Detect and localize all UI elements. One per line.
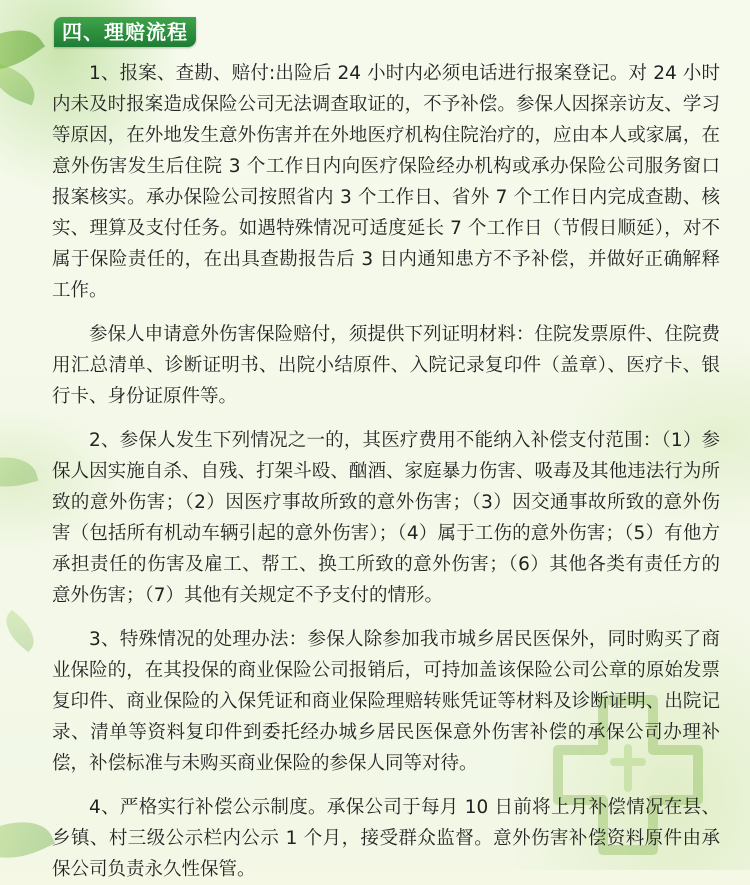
- paragraph-report-claim: 1、报案、查勘、赔付:出险后 24 小时内必须电话进行报案登记。对 24 小时内未及时报案造成保险公司无法调查取证的，不予补偿。参保人因探亲访友、学习等原因，在外地发生意外伤害并在外地医疗机构住院治疗的，应由本人或家属，在意外伤害发生后住院 3 个工作日内向医疗保险经办机构或承办保险公司服务窗口报案核实。承办保险公司按照省内 3 个工作日、省外 7 个工作日内完成查勘、核实、理算及支付任务。如遇特殊情况可适度延长 7 个工作日（节假日顺延），对不属于保险责任的，在出具查勘报告后 3 日内通知患方不予补偿，并做好正确解释工作。: [52, 63, 720, 301]
- section-header: 四、理赔流程: [54, 17, 196, 47]
- section-body: [52, 58, 720, 885]
- paragraph-public-notice: 4、严格实行补偿公示制度。承保公司于每月 10 日前将上月补偿情况在县、乡镇、村三级公示栏内公示 1 个月，接受群众监督。意外伤害补偿资料原件由承保公司负责永久性保管。: [52, 797, 720, 880]
- leaf-icon: [0, 610, 42, 653]
- leaf-icon: [0, 63, 41, 106]
- paragraph-required-documents: 参保人申请意外伤害保险赔付，须提供下列证明材料：住院发票原件、住院费用汇总清单、诊断证明书、出院小结原件、入院记录复印件（盖章）、医疗卡、银行卡、身份证原件等。: [52, 324, 720, 407]
- leaf-icon: [0, 807, 55, 873]
- leaf-icon: [0, 448, 38, 496]
- paragraph-exclusions: 2、参保人发生下列情况之一的，其医疗费用不能纳入补偿支付范围：（1）参保人因实施自杀、自残、打架斗殴、酗酒、家庭暴力伤害、吸毒及其他违法行为所致的意外伤害；（2）因医疗事故所致的意外伤害；（3）因交通事故所致的意外伤害（包括所有机动车辆引起的意外伤害）；（4）属于工伤的意外伤害；（5）有他方承担责任的伤害及雇工、帮工、换工所致的意外伤害；（6）其他各类有责任方的意外伤害；（7）其他有关规定不予支付的情形。: [52, 430, 720, 606]
- paragraph-special-cases: 3、特殊情况的处理办法：参保人除参加我市城乡居民医保外，同时购买了商业保险的，在其投保的商业保险公司报销后，可持加盖该保险公司公章的原始发票复印件、商业保险的入保凭证和商业保险理赔转账凭证等材料及诊断证明、出院记录、清单等资料复印件到委托经办城乡居民医保意外伤害补偿的承保公司办理补偿，补偿标准与未购买商业保险的参保人同等对待。: [52, 629, 720, 774]
